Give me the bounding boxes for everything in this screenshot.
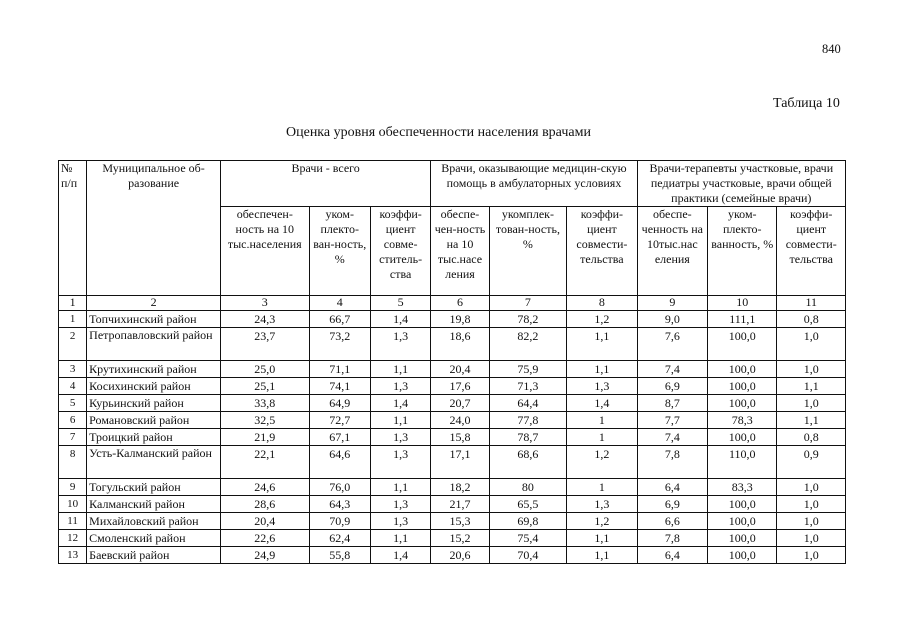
row-number: 12 xyxy=(59,530,87,547)
value-cell: 25,1 xyxy=(221,378,310,395)
value-cell: 24,0 xyxy=(431,412,489,429)
municipality-name: Усть-Калманский район xyxy=(87,446,221,479)
value-cell: 7,4 xyxy=(637,361,707,378)
value-cell: 1,2 xyxy=(567,311,637,328)
value-cell: 24,3 xyxy=(221,311,310,328)
value-cell: 100,0 xyxy=(708,378,777,395)
value-cell: 7,8 xyxy=(637,446,707,479)
value-cell: 1,2 xyxy=(567,446,637,479)
row-number: 5 xyxy=(59,395,87,412)
municipality-name: Михайловский район xyxy=(87,513,221,530)
col-number: 8 xyxy=(567,296,637,311)
value-cell: 100,0 xyxy=(708,547,777,564)
value-cell: 1,4 xyxy=(370,311,430,328)
value-cell: 78,2 xyxy=(489,311,566,328)
value-cell: 78,3 xyxy=(708,412,777,429)
value-cell: 19,8 xyxy=(431,311,489,328)
value-cell: 1,3 xyxy=(370,328,430,361)
value-cell: 1,1 xyxy=(777,378,846,395)
value-cell: 1,3 xyxy=(370,429,430,446)
value-cell: 1,4 xyxy=(370,395,430,412)
value-cell: 6,4 xyxy=(637,479,707,496)
value-cell: 6,4 xyxy=(637,547,707,564)
table-body xyxy=(59,311,846,564)
municipality-name: Петропавловский район xyxy=(87,328,221,361)
value-cell: 24,6 xyxy=(221,479,310,496)
municipality-name: Крутихинский район xyxy=(87,361,221,378)
page-number: 840 xyxy=(822,42,841,56)
municipality-name: Баевский район xyxy=(87,547,221,564)
value-cell: 1,0 xyxy=(777,479,846,496)
table-row xyxy=(59,429,846,446)
value-cell: 7,6 xyxy=(637,328,707,361)
header-g1-staffing: уком-плекто-ван-ность, % xyxy=(309,207,370,296)
table-row xyxy=(59,378,846,395)
header-g3-ratio: коэффи-циент совмести-тельства xyxy=(777,207,846,296)
value-cell: 1,4 xyxy=(567,395,637,412)
value-cell: 0,9 xyxy=(777,446,846,479)
value-cell: 100,0 xyxy=(708,328,777,361)
row-number: 13 xyxy=(59,547,87,564)
value-cell: 64,3 xyxy=(309,496,370,513)
col-number: 6 xyxy=(431,296,489,311)
value-cell: 1,2 xyxy=(567,513,637,530)
value-cell: 1,3 xyxy=(370,446,430,479)
value-cell: 73,2 xyxy=(309,328,370,361)
value-cell: 100,0 xyxy=(708,395,777,412)
value-cell: 1 xyxy=(567,429,637,446)
value-cell: 1 xyxy=(567,479,637,496)
header-municipality: Муниципальное об-разование xyxy=(87,161,221,296)
value-cell: 62,4 xyxy=(309,530,370,547)
value-cell: 66,7 xyxy=(309,311,370,328)
header-g3-coverage: обеспе-ченность на 10тыс.нас еления xyxy=(637,207,707,296)
value-cell: 6,9 xyxy=(637,378,707,395)
value-cell: 1,1 xyxy=(370,361,430,378)
value-cell: 1,0 xyxy=(777,361,846,378)
doctor-coverage-table xyxy=(58,160,846,564)
value-cell: 100,0 xyxy=(708,530,777,547)
value-cell: 76,0 xyxy=(309,479,370,496)
value-cell: 0,8 xyxy=(777,429,846,446)
value-cell: 22,1 xyxy=(221,446,310,479)
value-cell: 1,3 xyxy=(567,378,637,395)
value-cell: 1,1 xyxy=(567,547,637,564)
municipality-name: Топчихинский район xyxy=(87,311,221,328)
value-cell: 1,3 xyxy=(567,496,637,513)
value-cell: 1,0 xyxy=(777,513,846,530)
value-cell: 71,3 xyxy=(489,378,566,395)
value-cell: 78,7 xyxy=(489,429,566,446)
row-number: 8 xyxy=(59,446,87,479)
value-cell: 18,2 xyxy=(431,479,489,496)
value-cell: 82,2 xyxy=(489,328,566,361)
value-cell: 74,1 xyxy=(309,378,370,395)
value-cell: 21,7 xyxy=(431,496,489,513)
value-cell: 33,8 xyxy=(221,395,310,412)
value-cell: 1,3 xyxy=(370,513,430,530)
header-g2-coverage: обеспе-чен-ность на 10 тыс.насе ления xyxy=(431,207,489,296)
value-cell: 7,4 xyxy=(637,429,707,446)
value-cell: 21,9 xyxy=(221,429,310,446)
header-group-all-doctors: Врачи - всего xyxy=(221,161,431,207)
table-row xyxy=(59,328,846,361)
value-cell: 67,1 xyxy=(309,429,370,446)
value-cell: 110,0 xyxy=(708,446,777,479)
row-number: 10 xyxy=(59,496,87,513)
row-number: 2 xyxy=(59,328,87,361)
value-cell: 64,6 xyxy=(309,446,370,479)
value-cell: 75,9 xyxy=(489,361,566,378)
value-cell: 70,4 xyxy=(489,547,566,564)
row-number: 7 xyxy=(59,429,87,446)
value-cell: 20,6 xyxy=(431,547,489,564)
municipality-name: Калманский район xyxy=(87,496,221,513)
col-number: 4 xyxy=(309,296,370,311)
col-number: 2 xyxy=(87,296,221,311)
value-cell: 77,8 xyxy=(489,412,566,429)
value-cell: 7,8 xyxy=(637,530,707,547)
value-cell: 0,8 xyxy=(777,311,846,328)
value-cell: 1,1 xyxy=(567,328,637,361)
value-cell: 1,0 xyxy=(777,530,846,547)
value-cell: 111,1 xyxy=(708,311,777,328)
col-number: 5 xyxy=(370,296,430,311)
table-row xyxy=(59,479,846,496)
col-number: 10 xyxy=(708,296,777,311)
value-cell: 20,4 xyxy=(221,513,310,530)
municipality-name: Троицкий район xyxy=(87,429,221,446)
value-cell: 1 xyxy=(567,412,637,429)
column-number-row xyxy=(59,296,846,311)
row-number: 4 xyxy=(59,378,87,395)
value-cell: 1,0 xyxy=(777,395,846,412)
table-label: Таблица 10 xyxy=(773,96,840,111)
value-cell: 7,7 xyxy=(637,412,707,429)
value-cell: 15,8 xyxy=(431,429,489,446)
col-number: 1 xyxy=(59,296,87,311)
value-cell: 1,0 xyxy=(777,547,846,564)
header-g1-ratio: коэффи-циент совме-ститель-ства xyxy=(370,207,430,296)
value-cell: 68,6 xyxy=(489,446,566,479)
municipality-name: Курьинский район xyxy=(87,395,221,412)
value-cell: 17,6 xyxy=(431,378,489,395)
value-cell: 64,4 xyxy=(489,395,566,412)
value-cell: 100,0 xyxy=(708,496,777,513)
header-g3-staffing: уком-плекто-ванность, % xyxy=(708,207,777,296)
value-cell: 20,7 xyxy=(431,395,489,412)
value-cell: 1,1 xyxy=(777,412,846,429)
value-cell: 1,3 xyxy=(370,496,430,513)
table-row xyxy=(59,446,846,479)
value-cell: 23,7 xyxy=(221,328,310,361)
row-number: 3 xyxy=(59,361,87,378)
value-cell: 1,1 xyxy=(567,361,637,378)
value-cell: 17,1 xyxy=(431,446,489,479)
municipality-name: Косихинский район xyxy=(87,378,221,395)
header-g2-ratio: коэффи-циент совмести-тельства xyxy=(567,207,637,296)
value-cell: 70,9 xyxy=(309,513,370,530)
value-cell: 24,9 xyxy=(221,547,310,564)
table-title: Оценка уровня обеспеченности населения врачами xyxy=(286,125,591,140)
header-g1-coverage: обеспечен-ность на 10 тыс.населения xyxy=(221,207,310,296)
value-cell: 28,6 xyxy=(221,496,310,513)
value-cell: 1,1 xyxy=(370,479,430,496)
value-cell: 71,1 xyxy=(309,361,370,378)
table-row xyxy=(59,395,846,412)
row-number: 1 xyxy=(59,311,87,328)
row-number: 6 xyxy=(59,412,87,429)
value-cell: 15,3 xyxy=(431,513,489,530)
header-g2-staffing: укомплек-тован-ность, % xyxy=(489,207,566,296)
row-number: 11 xyxy=(59,513,87,530)
value-cell: 9,0 xyxy=(637,311,707,328)
value-cell: 72,7 xyxy=(309,412,370,429)
table-row xyxy=(59,530,846,547)
row-number: 9 xyxy=(59,479,87,496)
table-row xyxy=(59,412,846,429)
table-row xyxy=(59,361,846,378)
value-cell: 1,3 xyxy=(370,378,430,395)
value-cell: 64,9 xyxy=(309,395,370,412)
table-row xyxy=(59,311,846,328)
table-row xyxy=(59,496,846,513)
value-cell: 65,5 xyxy=(489,496,566,513)
value-cell: 18,6 xyxy=(431,328,489,361)
col-number: 9 xyxy=(637,296,707,311)
header-group-outpatient: Врачи, оказывающие медицин-скую помощь в амбулаторных условиях xyxy=(431,161,637,207)
value-cell: 80 xyxy=(489,479,566,496)
col-number: 7 xyxy=(489,296,566,311)
col-number: 11 xyxy=(777,296,846,311)
value-cell: 1,1 xyxy=(370,530,430,547)
value-cell: 1,1 xyxy=(567,530,637,547)
table-row xyxy=(59,547,846,564)
value-cell: 20,4 xyxy=(431,361,489,378)
value-cell: 83,3 xyxy=(708,479,777,496)
header-num: № п/п xyxy=(59,161,87,296)
value-cell: 1,1 xyxy=(370,412,430,429)
value-cell: 22,6 xyxy=(221,530,310,547)
value-cell: 1,4 xyxy=(370,547,430,564)
value-cell: 32,5 xyxy=(221,412,310,429)
value-cell: 25,0 xyxy=(221,361,310,378)
value-cell: 8,7 xyxy=(637,395,707,412)
value-cell: 55,8 xyxy=(309,547,370,564)
value-cell: 1,0 xyxy=(777,496,846,513)
value-cell: 69,8 xyxy=(489,513,566,530)
value-cell: 100,0 xyxy=(708,513,777,530)
table-row xyxy=(59,513,846,530)
municipality-name: Романовский район xyxy=(87,412,221,429)
value-cell: 15,2 xyxy=(431,530,489,547)
value-cell: 100,0 xyxy=(708,361,777,378)
value-cell: 75,4 xyxy=(489,530,566,547)
col-number: 3 xyxy=(221,296,310,311)
value-cell: 6,9 xyxy=(637,496,707,513)
municipality-name: Смоленский район xyxy=(87,530,221,547)
municipality-name: Тогульский район xyxy=(87,479,221,496)
value-cell: 100,0 xyxy=(708,429,777,446)
value-cell: 6,6 xyxy=(637,513,707,530)
header-group-district: Врачи-терапевты участковые, врачи педиатры участковые, врачи общей практики (семейные врачи) xyxy=(637,161,845,207)
value-cell: 1,0 xyxy=(777,328,846,361)
